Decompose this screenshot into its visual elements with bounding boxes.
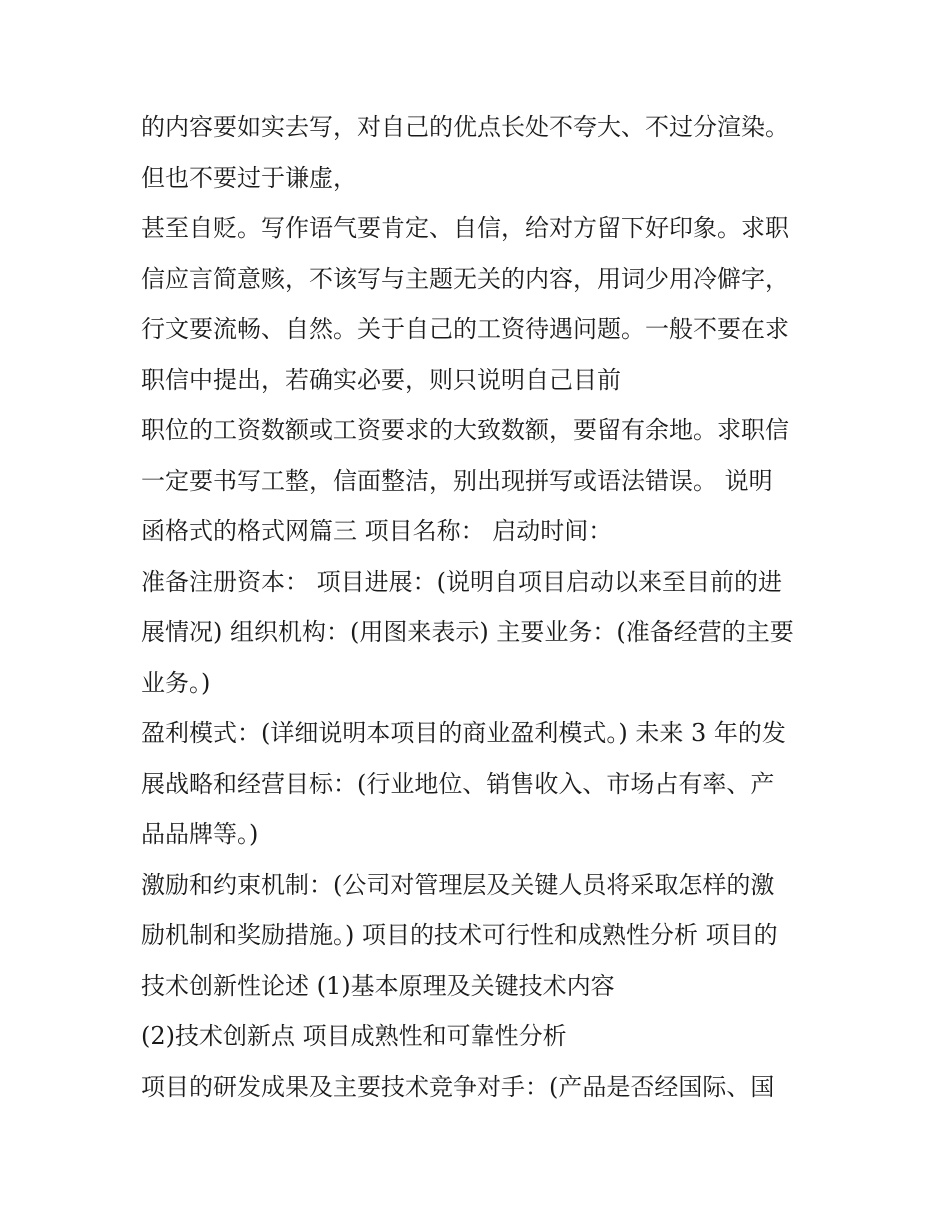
text-line: (2)技术创新点 项目成熟性和可靠性分析 — [141, 1022, 567, 1050]
text-line: 职信中提出，若确实必要，则只说明自己目前 — [141, 365, 621, 394]
text-line: 但也不要过于谦虚， — [141, 163, 357, 192]
text-line: 励机制和奖励措施。) 项目的技术可行性和成熟性分析 项目的 — [141, 921, 778, 949]
text-line: 准备注册资本： 项目进展：(说明自项目启动以来至目前的进 — [141, 567, 782, 596]
text-line: 品品牌等。) — [141, 820, 259, 848]
text-line: 激励和约束机制：(公司对管理层及关键人员将采取怎样的激 — [141, 870, 775, 899]
text-line: 技术创新性论述 (1)基本原理及关键技术内容 — [141, 971, 615, 1000]
text-line: 盈利模式：(详细说明本项目的商业盈利模式。) 未来 3 年的发 — [141, 719, 786, 747]
text-line: 展情况) 组织机构：(用图来表示) 主要业务：(准备经营的主要 — [141, 618, 794, 646]
text-line: 项目的研发成果及主要技术竞争对手：(产品是否经国际、国 — [141, 1072, 775, 1101]
text-line: 业务。) — [141, 668, 211, 697]
text-line: 展战略和经营目标：(行业地位、销售收入、市场占有率、产 — [141, 769, 775, 798]
text-line: 行文要流畅、自然。关于自己的工资待遇问题。一般不要在求 — [141, 315, 789, 343]
text-line: 甚至自贬。写作语气要肯定、自信，给对方留下好印象。求职 — [141, 214, 789, 242]
body-text — [141, 102, 831, 1112]
text-line: 函格式的格式网篇三 项目名称： 启动时间： — [141, 517, 613, 545]
text-line: 一定要书写工整，信面整洁，别出现拼写或语法错误。 说明 — [141, 466, 773, 495]
text-line: 职位的工资数额或工资要求的大致数额，要留有余地。求职信 — [141, 416, 789, 444]
text-line: 的内容要如实去写，对自己的优点长处不夸大、不过分渲染。 — [141, 113, 789, 141]
text-line: 信应言简意赅，不该写与主题无关的内容，用词少用冷僻字， — [141, 264, 789, 293]
